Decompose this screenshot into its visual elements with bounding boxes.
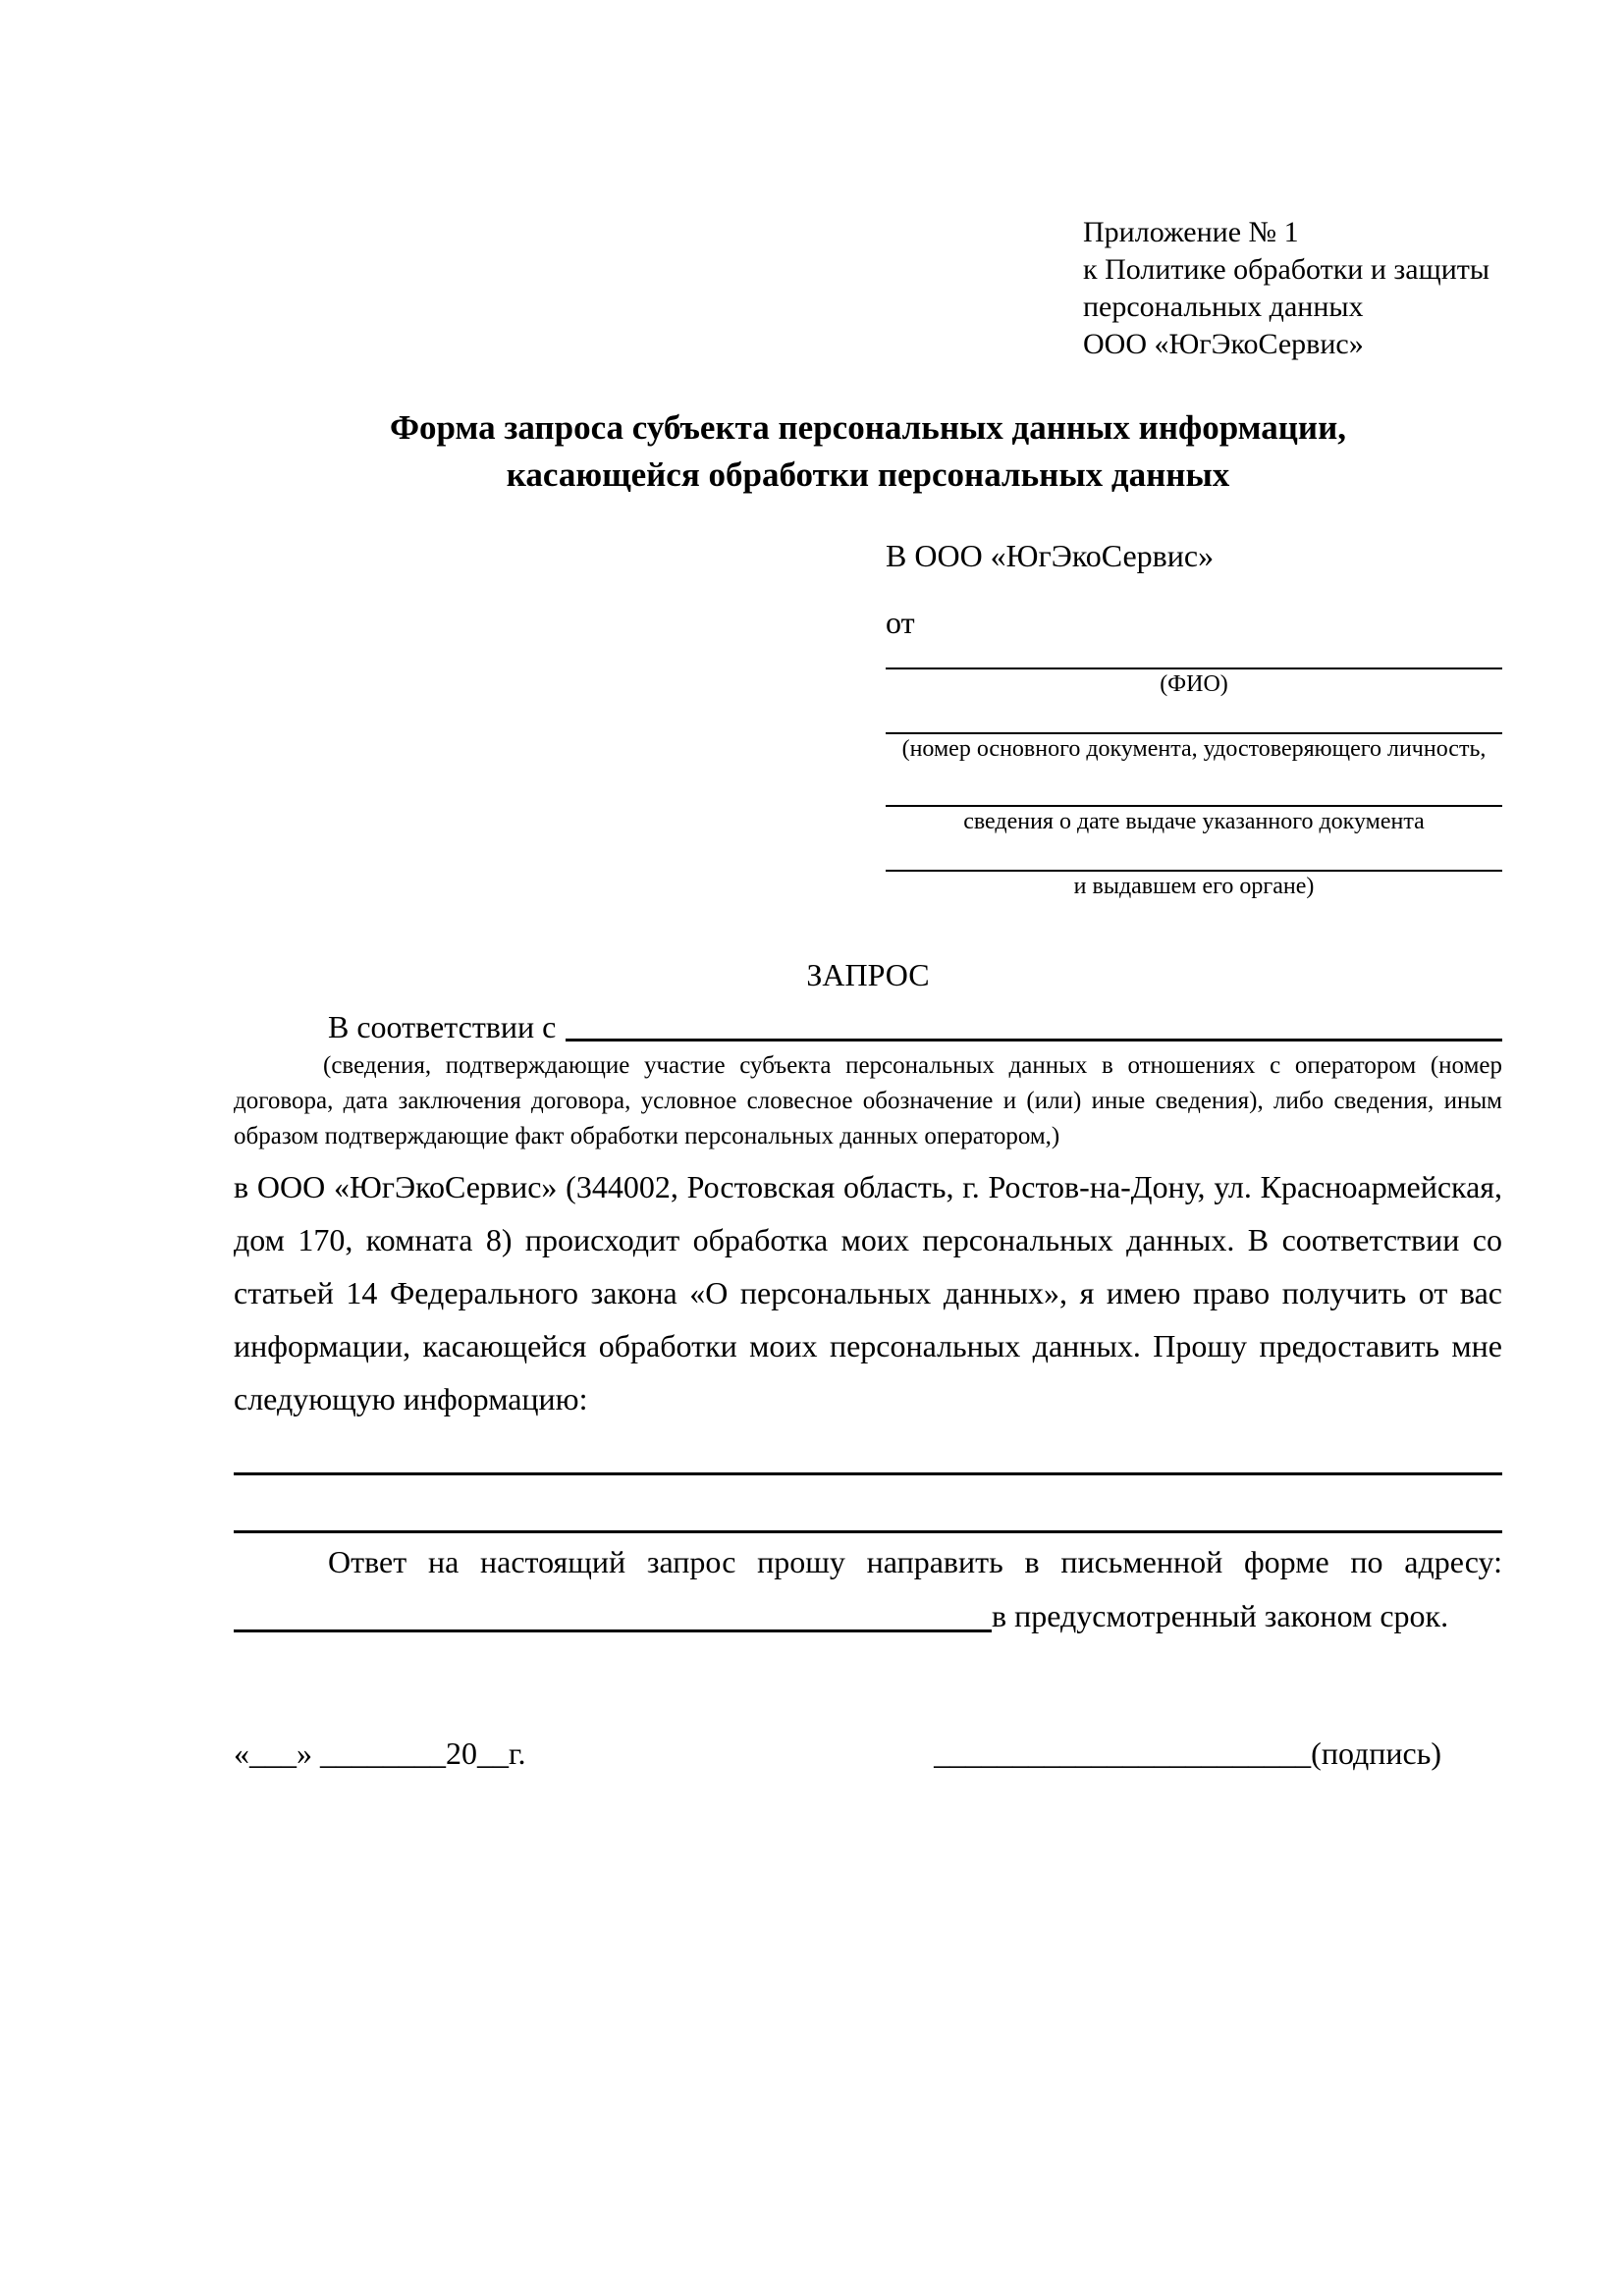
document-title bbox=[234, 404, 1502, 499]
issue-date-field-line[interactable] bbox=[886, 764, 1502, 807]
signature-field-line[interactable]: ________________________ bbox=[934, 1735, 1312, 1771]
reply-address-field-line[interactable] bbox=[234, 1629, 992, 1632]
document-number-field-line[interactable] bbox=[886, 699, 1502, 734]
basis-footnote: (сведения, подтверждающие участие субъекта персональных данных в отношениях с оператором (номер договора, дата заключения договора, условное словесное обозначение и (или) иные сведения), либо сведения, иным образом подтверждающие факт обработки персональных данных оператором,) bbox=[234, 1052, 1502, 1149]
request-heading: ЗАПРОС bbox=[806, 957, 930, 992]
appendix-line: Приложение № 1 bbox=[1083, 216, 1299, 248]
issuing-authority-field-line[interactable] bbox=[886, 836, 1502, 872]
addressee-from-label: от bbox=[886, 605, 915, 640]
reply-paragraph: Ответ на настоящий запрос прошу направить в письменной форме по адресу: bbox=[328, 1544, 1502, 1579]
request-body-paragraph: в ООО «ЮгЭкоСервис» (344002, Ростовская область, г. Ростов-на-Дону, ул. Красноармейская, дом 170, комната 8) происходит обработка моих персональных данных. В соответствии со статьей 14 Федерального закона «О персональных данных», я имею право получить от вас информации, касающейся обработки моих персональных данных. Прошу предоставить мне следующую информацию: bbox=[234, 1169, 1502, 1416]
issuing-authority-field bbox=[886, 836, 1502, 901]
document-number-field-caption: (номер основного документа, удостоверяющего личность, bbox=[901, 736, 1487, 762]
issue-date-field-caption: сведения о дате выдаче указанного документа bbox=[963, 809, 1425, 834]
signature-row bbox=[234, 1732, 1502, 1775]
fio-field bbox=[886, 642, 1502, 699]
appendix-line: к Политике обработки и защиты bbox=[1083, 253, 1490, 286]
information-field-line-1[interactable] bbox=[234, 1425, 1502, 1475]
signature-group bbox=[934, 1732, 1441, 1775]
basis-row bbox=[234, 1005, 1502, 1048]
document-number-field bbox=[886, 699, 1502, 764]
addressee-block bbox=[886, 536, 1502, 901]
addressee-to: В ООО «ЮгЭкоСервис» bbox=[886, 538, 1215, 573]
fio-field-line[interactable] bbox=[886, 642, 1502, 669]
issuing-authority-field-caption: и выдавшем его органе) bbox=[1073, 874, 1315, 899]
basis-field-line[interactable] bbox=[566, 1005, 1502, 1041]
appendix-line: персональных данных bbox=[1083, 291, 1364, 323]
document-title-line: касающейся обработки персональных данных bbox=[506, 455, 1230, 494]
date-field-line[interactable]: «___» ________20__г. bbox=[234, 1735, 526, 1771]
reply-address-row bbox=[234, 1589, 1502, 1643]
issue-date-field bbox=[886, 764, 1502, 836]
document-title-line: Форма запроса субъекта персональных данных информации, bbox=[389, 408, 1347, 447]
appendix-note bbox=[1083, 214, 1502, 363]
information-field-line-2[interactable] bbox=[234, 1475, 1502, 1533]
basis-lead-text: В соответствии с bbox=[328, 1009, 557, 1044]
reply-suffix-text: в предусмотренный законом срок. bbox=[992, 1598, 1449, 1633]
signature-caption: (подпись) bbox=[1311, 1735, 1441, 1771]
fio-field-caption: (ФИО) bbox=[1160, 671, 1228, 697]
appendix-line: ООО «ЮгЭкоСервис» bbox=[1083, 328, 1364, 360]
